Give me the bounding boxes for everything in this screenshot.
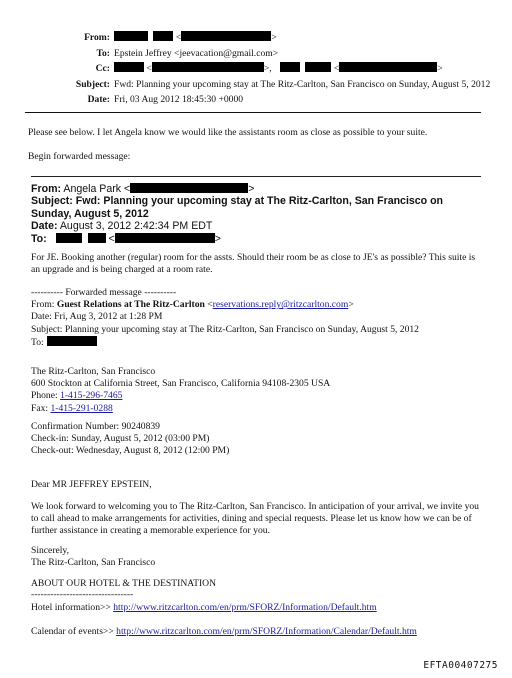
- redaction-bar: [114, 62, 144, 72]
- inner-to-row: [31, 336, 481, 349]
- redaction-bar: [152, 62, 264, 72]
- hotel-phone-row: Phone: 1-415-296-7465: [31, 390, 123, 402]
- calendar-row: Calendar of events>> http://www.ritzcarlton.com/en/prm/SFORZ/Information/Calendar/Default.htm: [31, 626, 417, 637]
- redaction-bar: [305, 62, 331, 72]
- to-value: Epstein Jeffrey <jeevacation@gmail.com>: [114, 47, 279, 59]
- hotel-fax-row: Fax: 1-415-291-0288: [31, 402, 113, 414]
- from-label: From:: [84, 32, 110, 43]
- redaction-bar: [115, 233, 215, 243]
- redaction-bar: [280, 62, 300, 72]
- hotel-info-row: Hotel information>> http://www.ritzcarlton.com/en/prm/SFORZ/Information/Default.htm: [31, 602, 377, 613]
- letter-body: We look forward to welcoming you to The Ritz-Carlton, San Francisco. In anticipation of your arrival, we invite you to call ahead to make arrangements for activities, dining and special requests. Please let us know how we can be of further assistance in creating a memorable experience for you.: [31, 501, 479, 537]
- inner-from-email-link[interactable]: reservations.reply@ritzcarlton.com: [212, 299, 349, 311]
- redaction-bar: [130, 183, 248, 193]
- closing-block: [31, 545, 481, 569]
- about-block: [31, 578, 481, 599]
- closing: Sincerely,: [31, 545, 70, 556]
- header-from-row: From: < >: [18, 30, 488, 46]
- signature: The Ritz-Carlton, San Francisco: [31, 557, 156, 569]
- cc-label: Cc:: [95, 63, 110, 74]
- redaction-bar: [339, 62, 437, 72]
- fwd-date-row: [31, 220, 481, 232]
- to-label: To:: [96, 47, 110, 59]
- header-cc-row: Cc: < >, < >: [18, 61, 488, 77]
- inner-subject: Subject: Planning your upcoming stay at The Ritz-Carlton, San Francisco on Sunday, August 5, 2012: [31, 323, 419, 335]
- phone-link[interactable]: 1-415-296-7465: [60, 390, 123, 402]
- subject-label: Subject:: [75, 78, 110, 90]
- fwd-subject-row: [31, 195, 481, 220]
- about-rule: --------------------------------: [31, 589, 134, 601]
- redaction-bar: [88, 233, 106, 243]
- fwd-to-label: To:: [31, 232, 47, 245]
- header-to-row: [18, 46, 488, 62]
- hotel-name: The Ritz-Carlton, San Francisco: [31, 366, 156, 377]
- fwd-subject-label: Subject:: [31, 195, 73, 208]
- hotel-block: [31, 366, 481, 415]
- redaction-bar: [56, 233, 82, 243]
- inner-separator: ---------- Forwarded message ----------: [31, 287, 177, 298]
- redaction-bar: [153, 31, 173, 41]
- fwd-from-label: From:: [31, 183, 62, 195]
- hotel-address: 600 Stockton at California Street, San Francisco, California 94108-2305 USA: [31, 378, 331, 390]
- subject-value: Fwd: Planning your upcoming stay at The Ritz-Carlton, San Francisco on Sunday, August 5, 2012: [114, 78, 491, 90]
- fwd-body: For JE. Booking another (regular) room for the assts. Should their room be as close to JE's as possible? This suite is an upgrade and is being charged at a room rate.: [31, 252, 476, 276]
- checkin: Check-in: Sunday, August 5, 2012 (03:00 PM): [31, 433, 210, 445]
- fwd-date-value: August 3, 2012 2:42:34 PM EDT: [59, 220, 213, 233]
- header-date-row: [18, 92, 488, 108]
- date-value: Fri, 03 Aug 2012 18:45:30 +0000: [114, 94, 244, 105]
- forwarded-header: [31, 183, 481, 245]
- header-subject-row: [18, 77, 491, 93]
- about-title: ABOUT OUR HOTEL & THE DESTINATION: [31, 578, 217, 589]
- redaction-bar: [47, 336, 97, 346]
- bates-number: EFTA00407275: [423, 660, 498, 671]
- forward-divider: [31, 176, 481, 177]
- greeting: Dear MR JEFFREY EPSTEIN,: [31, 479, 152, 490]
- email-header: [18, 30, 491, 108]
- inner-to-label: To:: [31, 336, 44, 348]
- hotel-info-link[interactable]: http://www.ritzcarlton.com/en/prm/SFORZ/Information/Default.htm: [113, 602, 377, 613]
- inner-date: Date: Fri, Aug 3, 2012 at 1:28 PM: [31, 311, 163, 323]
- fwd-subject-value: Fwd: Planning your upcoming stay at The Ritz-Carlton, San Francisco on Sunday, August 5, 2012: [31, 195, 444, 220]
- redaction-bar: [114, 31, 148, 41]
- begin-forwarded-line: Begin forwarded message:: [28, 151, 131, 162]
- fwd-from-name: Angela Park <: [63, 183, 131, 195]
- fwd-date-label: Date:: [31, 220, 58, 233]
- inner-forward-block: [31, 287, 481, 349]
- fwd-to-row: To: < >: [31, 232, 221, 245]
- redaction-bar: [181, 31, 271, 41]
- inner-from-label: From:: [31, 299, 57, 311]
- header-divider: [25, 112, 481, 113]
- booking-block: [31, 421, 481, 458]
- checkout: Check-out: Wednesday, August 8, 2012 (12:00 PM): [31, 445, 230, 457]
- intro-line: Please see below. I let Angela know we would like the assistants room as close as possible to your suite.: [28, 127, 428, 138]
- calendar-link[interactable]: http://www.ritzcarlton.com/en/prm/SFORZ/Information/Calendar/Default.htm: [116, 626, 417, 637]
- date-label: Date:: [87, 94, 110, 105]
- confirmation-number: Confirmation Number: 90240839: [31, 421, 160, 432]
- inner-from-row: From: Guest Relations at The Ritz-Carlton <reservations.reply@ritzcarlton.com>: [31, 299, 354, 311]
- fwd-from-row: From: Angela Park < >: [31, 183, 255, 195]
- fax-link[interactable]: 1-415-291-0288: [50, 402, 113, 414]
- inner-from-name: Guest Relations at The Ritz-Carlton: [56, 299, 205, 311]
